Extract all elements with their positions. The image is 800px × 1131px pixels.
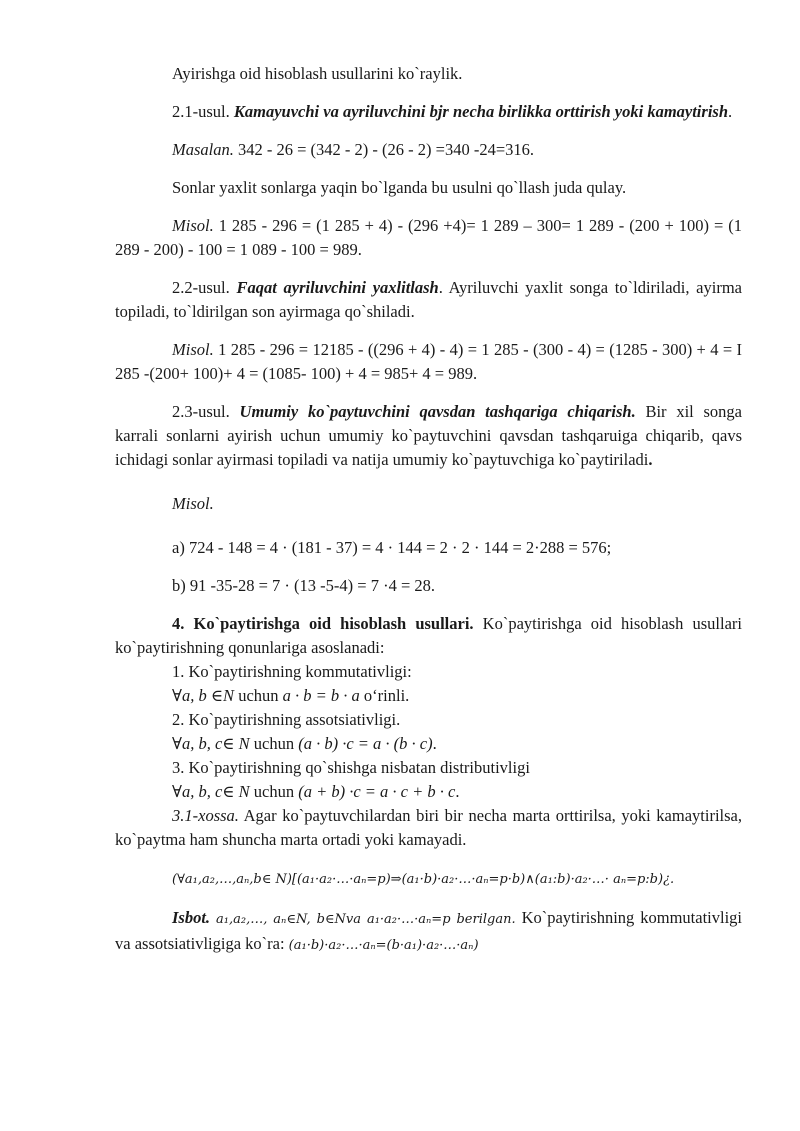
law-1-formula: ∀a, b ∈N uchun a · b = b · a o‘rinli. <box>172 686 410 705</box>
example-a: a) 724 - 148 = 4 · (181 - 37) = 4 · 144 = 2 · 2 · 144 = 2·288 = 576; <box>172 538 612 557</box>
law-3-formula: ∀a, b, c∈ N uchun (a + b) ·c = a · c + b · c. <box>172 782 460 801</box>
example-1-paragraph <box>115 138 742 162</box>
law-2-title: 2. Ko`paytirishning assotsiativligi. <box>172 710 401 729</box>
intro-paragraph: Ayirishga oid hisoblash usullarini ko`raylik. <box>172 64 463 83</box>
example-3-paragraph <box>115 338 742 386</box>
method-2-3-paragraph <box>115 400 742 472</box>
example-2-label: Misol. <box>172 216 214 235</box>
section-4-paragraph <box>115 612 742 660</box>
example-b: b) 91 -35-28 = 7 · (13 -5-4) = 7 ·4 = 28. <box>172 576 435 595</box>
example-3-label: Misol. <box>172 340 214 359</box>
section-4-title: 4. Ko`paytirishga oid hisoblash usullari. <box>172 614 474 633</box>
method-2-1-label: 2.1-usul. <box>172 102 234 121</box>
method-2-2-text: . Ayriluvchi yaxlit songa to`ldiriladi, ayirma topiladi, to`ldirilgan son ayirmaga qo`shiladi. <box>115 278 742 321</box>
method-2-2-title: Faqat ayriluvchini yaxlitlash <box>236 278 439 297</box>
example-2-text: 1 285 - 296 = (1 285 + 4) - (296 +4)= 1 289 – 300= 1 289 - (200 + 100) = (1 289 - 200) - 100 = 1 089 - 100 = 989. <box>115 216 742 259</box>
method-2-1-paragraph <box>115 100 742 124</box>
example-1-text: 342 - 26 = (342 - 2) - (26 - 2) =340 -24=316. <box>233 140 534 159</box>
method-2-3-end: . <box>648 450 653 469</box>
section-4-text: Ko`paytirishga oid hisoblash usullari ko`paytirishning qonunlariga asoslanadi: <box>115 614 742 657</box>
law-3-title: 3. Ko`paytirishning qo`shishga nisbatan distributivligi <box>172 758 530 777</box>
proof-paragraph <box>115 906 742 958</box>
property-3-1-text: Agar ko`paytuvchilardan biri bir necha marta orttirilsa, yoki kamaytirilsa, ko`paytma ham shuncha marta ortadi yoki kamayadi. <box>115 806 742 849</box>
note-paragraph: Sonlar yaxlit sonlarga yaqin bo`lganda bu usulni qo`llash juda qulay. <box>172 178 627 197</box>
proof-formula: (a₁·b)·a₂·…·aₙ=(b·a₁)·a₂·…·aₙ) <box>288 938 479 953</box>
method-2-1-end: . <box>728 102 733 121</box>
proof-given-formula: a₁,a₂,…, aₙ∈N, b∈Nva a₁·a₂·…·aₙ=p berilgan. <box>210 912 516 927</box>
method-2-2-paragraph <box>115 276 742 324</box>
proof-label: Isbot. <box>172 908 211 927</box>
document-page <box>115 62 742 958</box>
property-3-1-paragraph <box>115 804 742 852</box>
example-3-text: 1 285 - 296 = 12185 - ((296 + 4) - 4) = 1 285 - (300 - 4) = (1285 - 300) + 4 = I 285 -(200+ 100)+ 4 = (1085- 100) + 4 = 985+ 4 = 989. <box>115 340 742 383</box>
property-3-1-label: 3.1-xossa. <box>172 806 239 825</box>
law-1-title: 1. Ko`paytirishning kommutativligi: <box>172 662 412 681</box>
method-2-2-label: 2.2-usul. <box>172 278 237 297</box>
property-formula: (∀a₁,a₂,…,aₙ,b∈ N)[(a₁·a₂·…·aₙ=p)⇒(a₁·b)·a₂·…·aₙ=p·b)∧(a₁:b)·a₂·…· aₙ=p:b)¿. <box>172 872 675 887</box>
proof-text: Ko`paytirishning kommutativligi va assotsiativligiga ko`ra: <box>115 908 742 953</box>
misol-label: Misol. <box>172 494 214 513</box>
method-2-1-title: Kamayuvchi va ayriluvchini bjr necha birlikka orttirish yoki kamaytirish <box>233 102 728 121</box>
method-2-3-label: 2.3-usul. <box>172 402 240 421</box>
method-2-3-text: Bir xil songa karrali sonlarni ayirish uchun umumiy ko`paytuvchini qavsdan tashqaruiga chiqarib, qavs ichidagi sonlar ayirmasi topiladi va natija umumiy ko`paytuvchiga ko`paytiriladi <box>115 402 743 469</box>
method-2-3-title: Umumiy ko`paytuvchini qavsdan tashqariga chiqarish. <box>239 402 636 421</box>
laws-list <box>115 660 742 804</box>
example-1-label: Masalan. <box>172 140 234 159</box>
example-2-paragraph <box>115 214 742 262</box>
law-2-formula: ∀a, b, c∈ N uchun (a · b) ·c = a · (b · c). <box>172 734 437 753</box>
